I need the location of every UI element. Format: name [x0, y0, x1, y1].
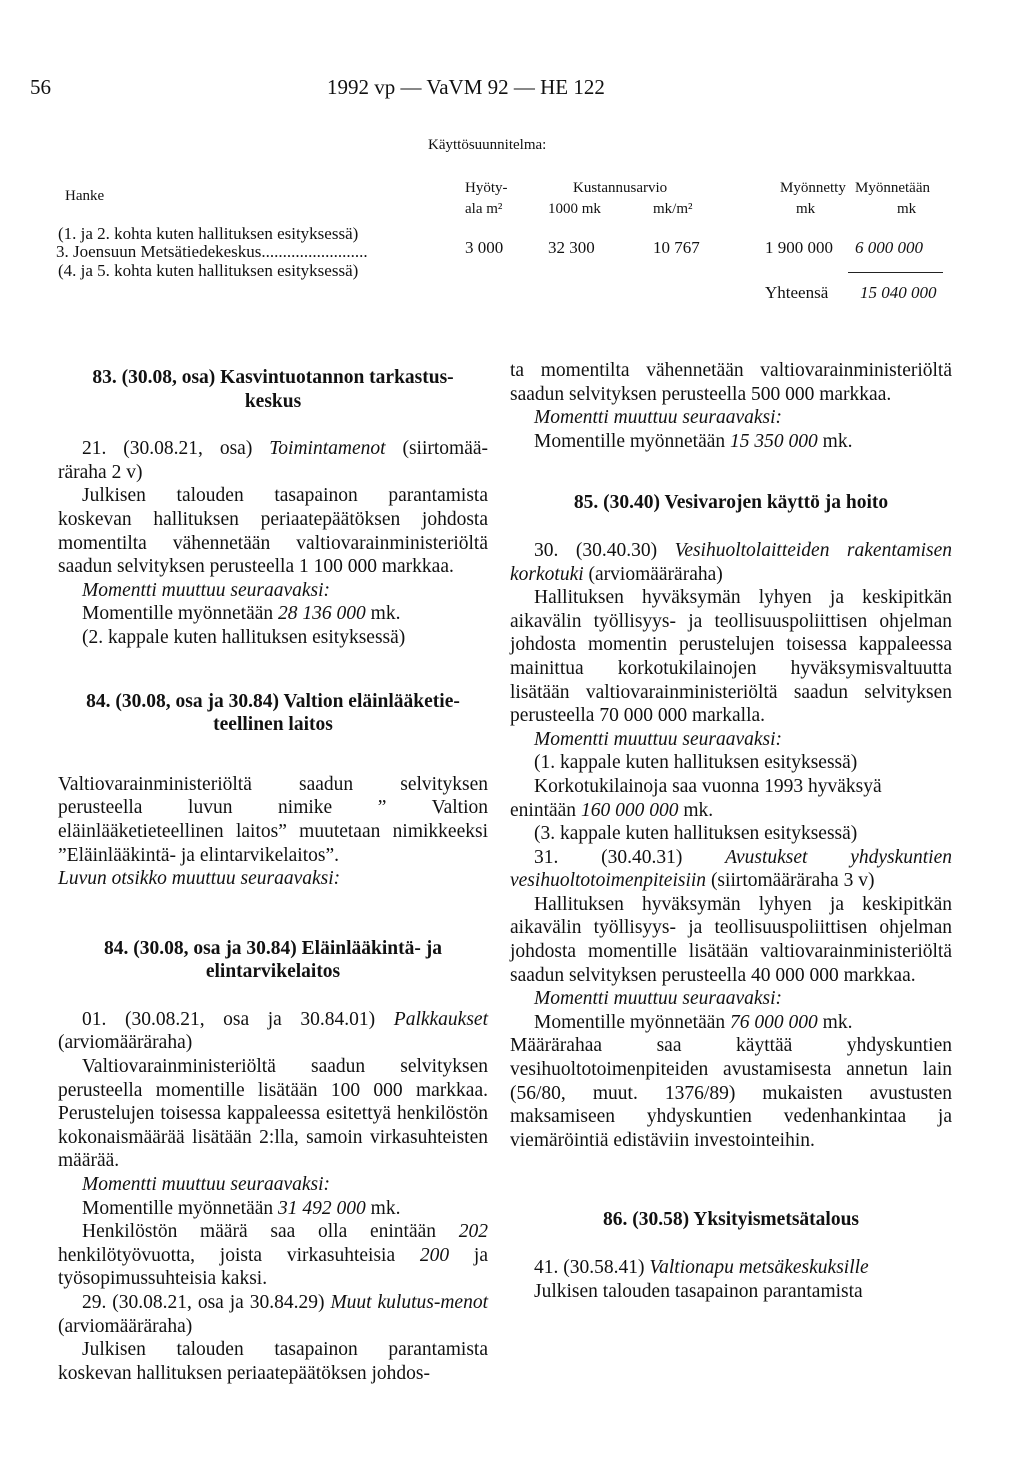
momentti-muuttuu-r1: Momentti muuttuu seuraavaksi: [534, 407, 783, 429]
col-header-myonnetty-unit: mk [796, 201, 816, 217]
col-header-kustannus: Kustannusarvio [573, 180, 668, 196]
section-heading-84b: 84. (30.08, osa ja 30.84) Eläinlääkintä- ja elintarvikelaitos [103, 937, 442, 983]
item-31-use: Määrärahaa saa käyttää yhdyskuntien vesihuoltotoimenpiteiden avustamisesta annetun lain (56/80, muut. 1376/89) mukaisten avustusten maksamiseen yhdyskuntien vedenhankintaa ja viemäröintiä edistäviin investointeihin. [510, 1035, 952, 1151]
item-01-amount: Momentille myönnetään 31 492 000 mk. [82, 1197, 401, 1219]
col-header-hanke: Hanke [65, 188, 105, 204]
table-row-area: 3 000 [465, 238, 504, 257]
table-row-label: 3. Joensuun Metsätiedekeskus......................... [56, 242, 368, 261]
right-kappale-3: (3. kappale kuten hallituksen esityksessä) [534, 823, 858, 845]
col-header-hyoty-unit: ala m² [465, 201, 503, 217]
table-note-before: (1. ja 2. kohta kuten hallituksen esityksessä) [58, 224, 359, 243]
item-84a-body: Valtiovarainministeriöltä saadun selvityksen perusteella luvun nimike ” Valtion eläinlääketieteellinen laitos” muutetaan nimikkeeksi ”Eläinlääkintä- ja elintarvikelaitos”. [58, 773, 488, 866]
item-01-staff: Henkilöstön määrä saa olla enintään 202 henkilötyövuotta, joista virkasuhteisia 200 ja työsopimussuhteisia kaksi. [58, 1221, 489, 1290]
table-row-granting: 6 000 000 [855, 238, 923, 257]
momentti-muuttuu-r2: Momentti muuttuu seuraavaksi: [534, 728, 783, 750]
item-30-heading: 30. (30.40.30) Vesihuoltolaitteiden rakentamisen korkotuki (arviomääräraha) [510, 539, 952, 585]
item-21-amount: Momentille myönnetään 28 136 000 mk. [82, 603, 401, 625]
table-note-after: (4. ja 5. kohta kuten hallituksen esityksessä) [58, 261, 359, 280]
item-30-body: Hallituksen hyväksymän lyhyen ja keskipitkän aikavälin työllisyys- ja teollisuuspoliittisen ohjelman johdosta momentin perustelujen toisessa kappaleessa mainittua korkotukilainojen hyväksymisvaltuutta lisätään valtiovarainministeriöltä saadun selvityksen perusteella 70 000 000 markalla. [510, 587, 952, 727]
table-total-value: 15 040 000 [860, 283, 937, 302]
section-heading-86: 86. (30.58) Yksityismetsätalous [602, 1209, 860, 1231]
left-column [58, 366, 488, 1385]
table-row-cost-m2: 10 767 [653, 238, 700, 257]
momentti-muuttuu-1: Momentti muuttuu seuraavaksi: [82, 579, 331, 601]
page-number: 56 [30, 75, 51, 99]
table-total-label: Yhteensä [765, 283, 829, 302]
right-amount-1: Momentille myönnetään 15 350 000 mk. [534, 430, 853, 452]
item-29-body: Julkisen talouden tasapainon parantamista koskevan hallituksen periaatepäätöksen johdos- [58, 1339, 488, 1384]
item-29-heading: 29. (30.08.21, osa ja 30.84.29) Muut kulutus-menot (arviomääräraha) [58, 1292, 489, 1337]
document-reference: 1992 vp — VaVM 92 — HE 122 [327, 75, 605, 99]
korkotuki-amount: Korkotukilainoja saa vuonna 1993 hyväksyä enintään 160 000 000 mk. [510, 775, 882, 821]
section-heading-85: 85. (30.40) Vesivarojen käyttö ja hoito [573, 492, 889, 514]
momentti-muuttuu-r3: Momentti muuttuu seuraavaksi: [534, 988, 783, 1010]
table-row-granted: 1 900 000 [765, 238, 833, 257]
item-01-heading: 01. (30.08.21, osa ja 30.84.01) Palkkaukset (arviomääräraha) [58, 1008, 488, 1054]
section-heading-84a: 84. (30.08, osa ja 30.84) Valtion eläinlääketie-teellinen laitos [86, 690, 460, 736]
table-caption: Käyttösuunnitelma: [428, 137, 547, 153]
right-amount-2: Momentille myönnetään 76 000 000 mk. [534, 1011, 853, 1033]
item-31-heading: 31. (30.40.31) Avustukset yhdyskuntien vesihuoltotoimenpiteisiin (siirtomääräraha 3 v) [510, 846, 952, 892]
item-41-heading: 41. (30.58.41) Valtionapu metsäkeskuksille [534, 1257, 869, 1278]
item-21-body: Julkisen talouden tasapainon parantamista koskevan hallituksen periaatepäätöksen johdosta momentilta vähennetään valtiovarainministeriöltä saadun selvityksen perusteella 1 100 000 markkaa. [58, 485, 488, 578]
col-header-myonnetaan-unit: mk [897, 201, 917, 217]
right-column [510, 359, 952, 1303]
section-heading-83: 83. (30.08, osa) Kasvintuotannon tarkastus-keskus [92, 367, 454, 412]
col-header-1000mk: 1000 mk [548, 201, 601, 217]
luvun-otsikko: Luvun otsikko muuttuu seuraavaksi: [58, 868, 341, 890]
sum-rule [848, 272, 943, 273]
col-header-mkm2: mk/m² [653, 201, 693, 217]
momentti-muuttuu-2: Momentti muuttuu seuraavaksi: [82, 1174, 331, 1196]
right-kappale-1: (1. kappale kuten hallituksen esityksessä) [534, 752, 858, 774]
item-01-body: Valtiovarainministeriöltä saadun selvityksen perusteella momentille lisätään 100 000 markkaa. Perustelujen toisessa kappaleessa esitettyä henkilöstön kokonaismäärää lisätään 2:lla, samoin virkasuhteisten määrää. [58, 1056, 488, 1172]
item-21-kappale: (2. kappale kuten hallituksen esityksessä) [82, 626, 406, 648]
item-41-body: Julkisen talouden tasapainon parantamista [534, 1280, 863, 1302]
table-row-cost-1000: 32 300 [548, 238, 595, 257]
item-31-body: Hallituksen hyväksymän lyhyen ja keskipitkän aikavälin työllisyys- ja teollisuuspoliittisen ohjelman johdosta momentille lisätään valtiovarainministeriöltä saadun selvityksen perusteella 40 000 000 markkaa. [510, 893, 952, 986]
col-header-hyoty: Hyöty- [465, 180, 508, 196]
item-21-heading: 21. (30.08.21, osa) Toimintamenot (siirtomää-räraha 2 v) [58, 438, 488, 483]
col-header-myonnetaan: Myönnetään [855, 180, 930, 196]
col-header-myonnetty: Myönnetty [780, 180, 846, 196]
continued-paragraph: ta momentilta vähennetään valtiovarainministeriöltä saadun selvityksen perusteella 500 000 markkaa. [510, 360, 952, 405]
